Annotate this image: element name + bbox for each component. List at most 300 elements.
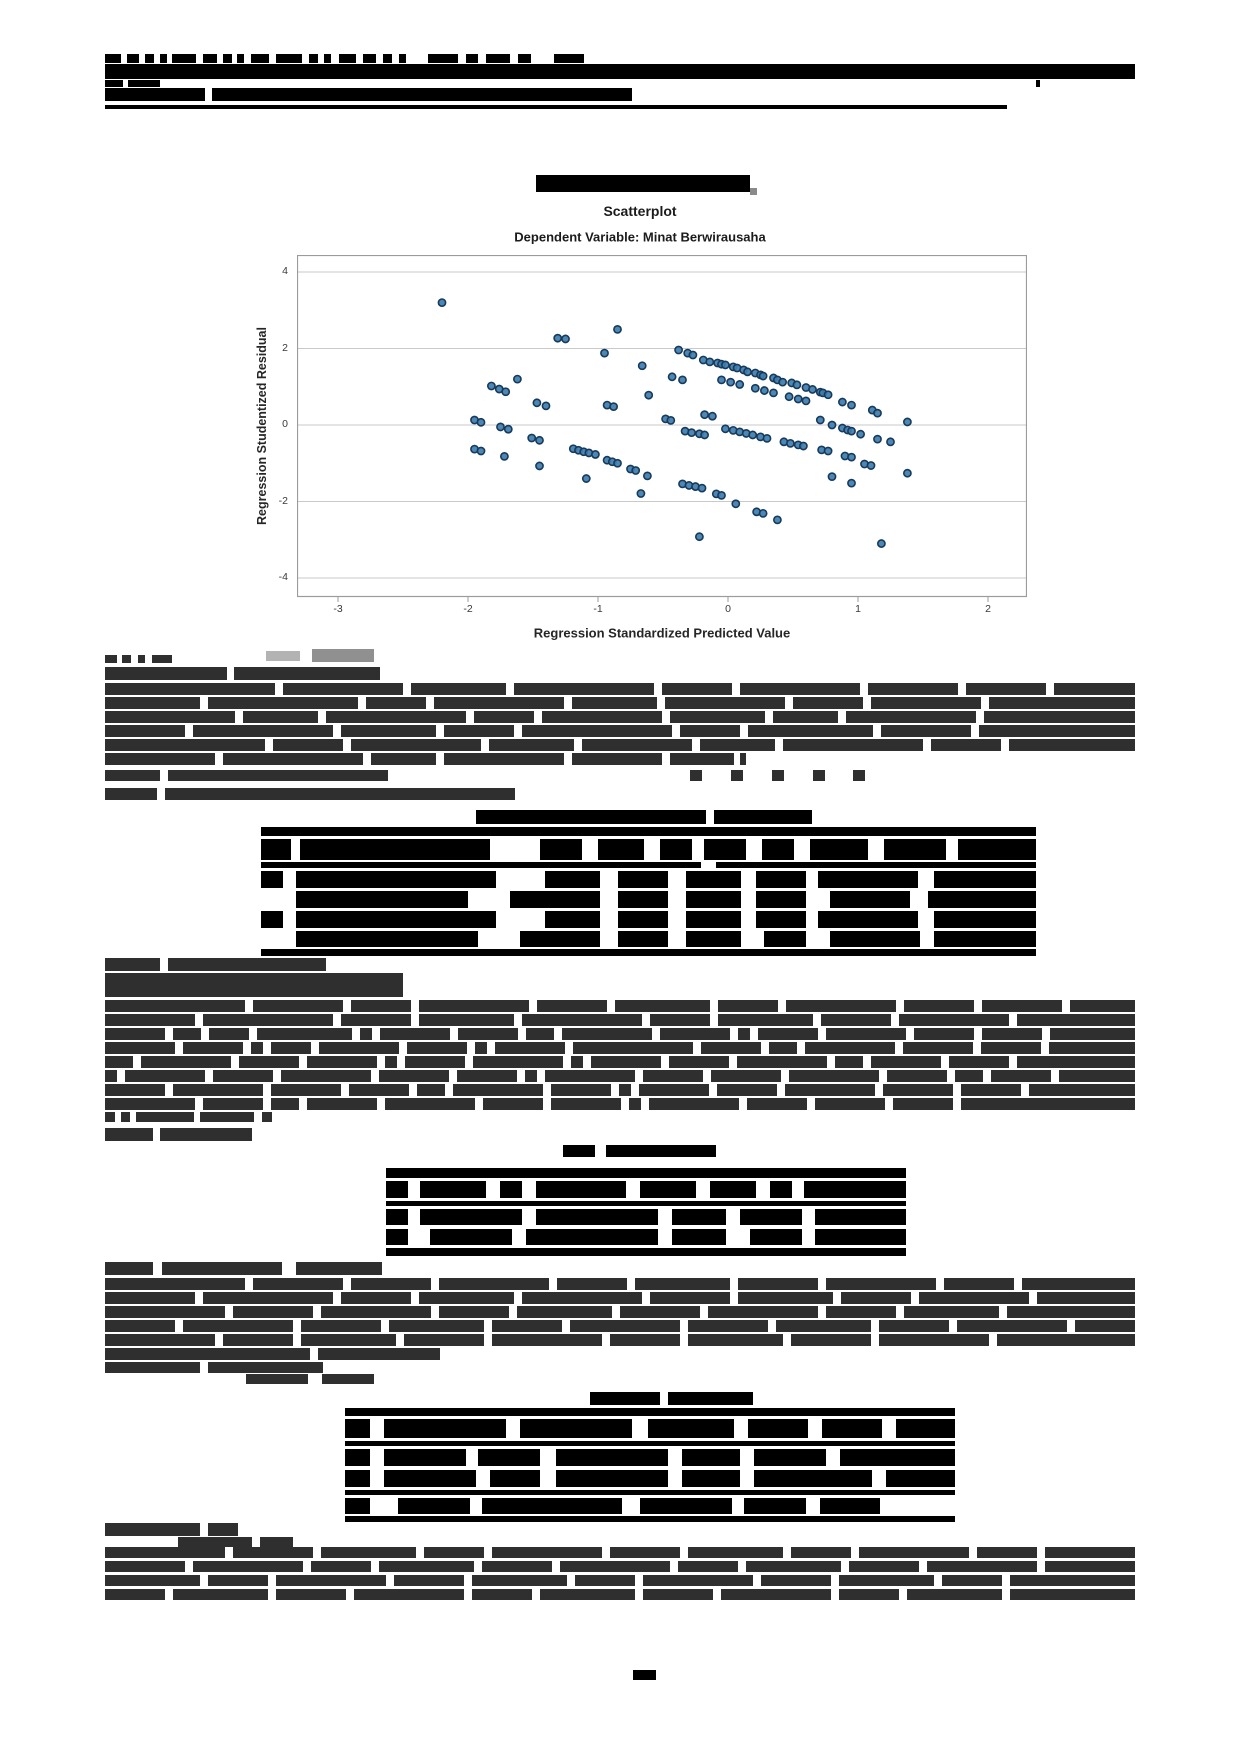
section-2-text-bar xyxy=(649,1098,739,1110)
section-2-text-bar xyxy=(1059,1070,1135,1082)
table-2-bar xyxy=(386,1209,408,1225)
section-2-text-bar xyxy=(125,1070,205,1082)
section-3-text-bar xyxy=(105,1262,153,1275)
table-1-bar xyxy=(686,871,741,888)
data-point xyxy=(760,372,767,379)
table-2-bar xyxy=(640,1181,696,1198)
data-point xyxy=(828,421,835,428)
table-1-bar xyxy=(762,839,794,860)
data-point xyxy=(825,391,832,398)
section-2-text-bar xyxy=(629,1098,641,1110)
section-1-text-bar xyxy=(489,739,574,751)
section-3-text-bar xyxy=(105,1278,245,1290)
table-1-bar xyxy=(618,871,668,888)
table-3-bar xyxy=(754,1449,826,1466)
table-2-bar xyxy=(430,1229,512,1245)
section-3-text-bar xyxy=(105,1334,215,1346)
section-3-text-bar xyxy=(105,1320,175,1332)
section-3-text-bar xyxy=(105,1348,310,1360)
section-2-text-bar xyxy=(105,1000,245,1012)
data-point xyxy=(878,540,885,547)
section-2-text-bar xyxy=(525,1070,537,1082)
x-tick-label: -3 xyxy=(333,603,343,615)
section-3-text-bar xyxy=(105,1306,225,1318)
table-2-bar xyxy=(606,1145,716,1157)
data-point xyxy=(669,373,676,380)
data-point xyxy=(761,387,768,394)
section-1-text-bar xyxy=(871,697,981,709)
section-3-text-bar xyxy=(738,1292,833,1304)
section-4-text-bar xyxy=(678,1561,738,1572)
section-2-text-bar xyxy=(786,1000,896,1012)
section-2-text-bar xyxy=(405,1056,465,1068)
table-3-bar xyxy=(490,1470,540,1487)
section-1-text-bar xyxy=(208,697,358,709)
section-3-text-bar xyxy=(105,1292,195,1304)
section-1-text-bar xyxy=(813,770,825,781)
section-2-text-bar xyxy=(483,1098,543,1110)
section-4-text-bar xyxy=(233,1547,313,1558)
section-3-text-bar xyxy=(492,1334,602,1346)
header-block-bar xyxy=(237,54,244,63)
section-3-text-bar xyxy=(439,1306,509,1318)
x-tick-label: 1 xyxy=(855,603,861,615)
data-point xyxy=(667,417,674,424)
section-2-text-bar xyxy=(669,1056,729,1068)
section-4-text-bar xyxy=(643,1575,753,1586)
data-point xyxy=(722,361,729,368)
header-block-bar xyxy=(127,54,139,63)
section-3-text-bar xyxy=(253,1278,343,1290)
source-note-dark-bar xyxy=(312,649,374,662)
section-3-text-bar xyxy=(233,1306,313,1318)
data-point xyxy=(497,423,504,430)
section-3-text-bar xyxy=(322,1374,374,1384)
table-2-bar xyxy=(815,1209,906,1225)
section-3-text-bar xyxy=(879,1334,989,1346)
section-2-text-bar xyxy=(537,1000,607,1012)
section-4-text-bar xyxy=(492,1547,602,1558)
section-2-text-bar xyxy=(899,1014,1009,1026)
section-3-text-bar xyxy=(919,1292,1029,1304)
section-1-text-bar xyxy=(105,725,185,737)
table-1-bar xyxy=(704,839,746,860)
data-point xyxy=(501,453,508,460)
y-tick-label: -2 xyxy=(278,494,288,507)
data-point xyxy=(774,516,781,523)
header-block-bar xyxy=(466,54,478,63)
section-2-text-bar xyxy=(105,1128,153,1141)
section-4-text-bar xyxy=(688,1547,783,1558)
data-point xyxy=(542,402,549,409)
data-point xyxy=(554,335,561,342)
section-1-text-bar xyxy=(881,725,971,737)
section-1-text-bar xyxy=(572,753,662,765)
section-2-text-bar xyxy=(914,1028,974,1040)
table-2-bar xyxy=(526,1229,658,1245)
section-1-text-bar xyxy=(989,697,1135,709)
section-2-text-bar xyxy=(758,1028,818,1040)
section-4-text-bar xyxy=(859,1547,969,1558)
y-axis-title: Regression Studentized Residual xyxy=(255,327,269,525)
section-4-text-bar xyxy=(311,1561,371,1572)
header-block-bar xyxy=(105,80,123,87)
section-2-text-bar xyxy=(105,1042,175,1054)
section-2-text-bar xyxy=(660,1028,730,1040)
data-point xyxy=(736,381,743,388)
table-1-bar xyxy=(830,931,920,947)
section-2-text-bar xyxy=(1049,1042,1135,1054)
section-3-text-bar xyxy=(997,1334,1135,1346)
data-point xyxy=(809,386,816,393)
section-2-text-bar xyxy=(257,1028,352,1040)
table-1-bar xyxy=(934,871,1036,888)
section-1-text-bar xyxy=(731,770,743,781)
table-1-bar xyxy=(261,871,283,888)
table-3-bar xyxy=(754,1470,872,1487)
section-4-text-bar xyxy=(849,1561,919,1572)
section-4-text-bar xyxy=(907,1589,1002,1600)
section-3-text-bar xyxy=(318,1348,440,1360)
section-2-text-bar xyxy=(1050,1028,1135,1040)
data-point xyxy=(817,416,824,423)
section-2-text-bar xyxy=(105,1112,115,1122)
y-tick-label: 2 xyxy=(282,341,288,354)
header-block-bar xyxy=(105,54,121,63)
section-2-text-bar xyxy=(619,1084,631,1096)
section-4-text-bar xyxy=(472,1589,532,1600)
section-3-text-bar xyxy=(404,1334,484,1346)
x-tick-label: -1 xyxy=(593,603,603,615)
section-1-text-bar xyxy=(868,683,958,695)
header-block-bar xyxy=(212,88,632,101)
section-1-text-bar xyxy=(680,725,740,737)
section-2-text-bar xyxy=(319,1042,399,1054)
table-1-bar xyxy=(714,810,812,824)
data-point xyxy=(536,462,543,469)
section-3-text-bar xyxy=(389,1320,484,1332)
section-3-text-bar xyxy=(738,1278,818,1290)
section-1-text-bar xyxy=(572,697,657,709)
data-point xyxy=(533,399,540,406)
data-point xyxy=(763,435,770,442)
section-2-text-bar xyxy=(747,1098,807,1110)
data-point xyxy=(839,398,846,405)
data-point xyxy=(488,382,495,389)
section-1-text-bar xyxy=(1009,739,1135,751)
section-4-text-bar xyxy=(927,1561,1037,1572)
section-2-text-bar xyxy=(341,1014,411,1026)
section-1-text-bar xyxy=(966,683,1046,695)
table-3-bar xyxy=(482,1498,622,1514)
section-2-text-bar xyxy=(718,1000,778,1012)
section-2-text-bar xyxy=(379,1070,449,1082)
data-point xyxy=(904,418,911,425)
section-2-text-bar xyxy=(360,1028,372,1040)
header-block-bar xyxy=(363,54,376,63)
section-1-text-bar xyxy=(984,711,1135,723)
section-2-text-bar xyxy=(419,1000,529,1012)
section-2-text-bar xyxy=(200,1112,254,1122)
table-1-bar xyxy=(818,871,918,888)
data-point xyxy=(749,431,756,438)
section-3-text-bar xyxy=(439,1278,549,1290)
section-3-text-bar xyxy=(183,1320,293,1332)
data-point xyxy=(848,402,855,409)
header-block-bar xyxy=(309,54,318,63)
table-2-bar xyxy=(672,1209,726,1225)
data-point xyxy=(904,470,911,477)
table-1-bar xyxy=(296,891,468,908)
section-4-text-bar xyxy=(394,1575,464,1586)
data-point xyxy=(770,389,777,396)
section-3-text-bar xyxy=(904,1306,999,1318)
section-2-text-bar xyxy=(738,1028,750,1040)
section-2-text-bar xyxy=(271,1084,341,1096)
section-2-text-bar xyxy=(526,1028,554,1040)
table-1-bar xyxy=(618,891,668,908)
section-2-text-bar xyxy=(239,1056,299,1068)
section-4-text-bar xyxy=(839,1589,899,1600)
section-2-text-bar xyxy=(105,1028,165,1040)
section-2-text-bar xyxy=(281,1070,371,1082)
section-4-text-bar xyxy=(321,1547,416,1558)
section-1-text-bar xyxy=(105,753,215,765)
section-3-text-bar xyxy=(708,1306,818,1318)
header-block-bar xyxy=(172,54,196,63)
section-2-text-bar xyxy=(417,1084,445,1096)
section-4-text-bar xyxy=(791,1547,851,1558)
section-2-text-bar xyxy=(271,1042,311,1054)
section-2-text-bar xyxy=(615,1000,710,1012)
table-3-bar xyxy=(384,1419,506,1438)
section-4-text-bar xyxy=(260,1537,293,1547)
section-1-text-bar xyxy=(748,725,873,737)
data-point xyxy=(637,490,644,497)
data-point xyxy=(787,440,794,447)
section-4-text-bar xyxy=(721,1589,831,1600)
section-2-text-bar xyxy=(737,1056,827,1068)
section-2-text-bar xyxy=(251,1042,263,1054)
table-3-bar xyxy=(744,1498,806,1514)
section-4-text-bar xyxy=(1010,1589,1135,1600)
section-3-text-bar xyxy=(223,1334,293,1346)
data-point xyxy=(698,485,705,492)
table-3-bar xyxy=(345,1408,955,1416)
section-2-text-bar xyxy=(457,1070,517,1082)
section-1-text-bar xyxy=(670,711,765,723)
section-2-text-bar xyxy=(253,1000,343,1012)
table-1-bar xyxy=(756,911,806,928)
section-1-text-bar xyxy=(122,655,131,663)
section-2-text-bar xyxy=(183,1042,243,1054)
data-point xyxy=(502,388,509,395)
table-1-bar xyxy=(261,862,701,868)
section-2-text-bar xyxy=(835,1056,863,1068)
section-2-text-bar xyxy=(821,1014,891,1026)
section-2-text-bar xyxy=(551,1084,611,1096)
table-2-bar xyxy=(815,1229,906,1245)
chart-subtitle: Dependent Variable: Minat Berwirausaha xyxy=(514,229,766,245)
table-1-bar xyxy=(660,839,692,860)
page-number-bar xyxy=(633,1670,656,1680)
section-1-text-bar xyxy=(542,711,662,723)
section-1-text-bar xyxy=(662,683,732,695)
data-point xyxy=(675,346,682,353)
section-3-text-bar xyxy=(650,1292,730,1304)
section-2-text-bar xyxy=(545,1070,635,1082)
header-block-bar xyxy=(276,54,302,63)
section-1-text-bar xyxy=(434,697,564,709)
section-1-text-bar xyxy=(514,683,654,695)
table-2-bar xyxy=(536,1181,626,1198)
section-3-text-bar xyxy=(635,1278,730,1290)
section-4-text-bar xyxy=(193,1561,303,1572)
section-4-text-bar xyxy=(540,1589,635,1600)
table-2-bar xyxy=(770,1181,792,1198)
section-3-text-bar xyxy=(351,1278,431,1290)
section-2-text-bar xyxy=(105,1014,195,1026)
table-2-bar xyxy=(420,1181,486,1198)
data-point xyxy=(722,425,729,432)
table-3-bar xyxy=(345,1441,955,1446)
table-3-bar xyxy=(840,1449,955,1466)
section-2-text-bar xyxy=(903,1042,973,1054)
section-2-text-bar xyxy=(1017,1056,1135,1068)
section-3-text-bar xyxy=(419,1292,514,1304)
section-1-text-bar xyxy=(853,770,865,781)
table-1-bar xyxy=(934,911,1036,928)
table-2-bar xyxy=(386,1168,906,1178)
section-4-text-bar xyxy=(208,1575,268,1586)
plot-frame xyxy=(298,256,1027,597)
section-1-text-bar xyxy=(444,725,514,737)
table-3-bar xyxy=(886,1470,955,1487)
header-block-bar xyxy=(324,54,331,63)
section-1-text-bar xyxy=(351,739,481,751)
x-tick-label: 2 xyxy=(985,603,991,615)
data-point xyxy=(528,434,535,441)
table-3-bar xyxy=(384,1449,466,1466)
section-4-text-bar xyxy=(482,1561,552,1572)
data-point xyxy=(793,381,800,388)
header-block-bar xyxy=(554,54,584,63)
table-3-bar xyxy=(820,1498,880,1514)
section-2-text-bar xyxy=(475,1042,487,1054)
table-1-bar xyxy=(261,839,291,860)
section-4-text-bar xyxy=(173,1589,268,1600)
section-2-text-bar xyxy=(407,1042,467,1054)
data-point xyxy=(701,411,708,418)
table-1-bar xyxy=(520,931,600,947)
section-2-text-bar xyxy=(571,1056,583,1068)
data-point xyxy=(848,428,855,435)
data-point xyxy=(709,413,716,420)
section-3-text-bar xyxy=(517,1306,612,1318)
section-2-text-bar xyxy=(961,1084,1021,1096)
header-block-bar xyxy=(203,54,217,63)
section-2-text-bar xyxy=(805,1042,895,1054)
section-2-text-bar xyxy=(650,1014,710,1026)
data-point xyxy=(505,426,512,433)
section-2-text-bar xyxy=(173,1084,263,1096)
section-2-text-bar xyxy=(105,958,160,971)
section-1-text-bar xyxy=(474,711,534,723)
header-block-bar xyxy=(383,54,392,63)
data-point xyxy=(688,429,695,436)
section-1-text-bar xyxy=(700,739,775,751)
section-4-text-bar xyxy=(379,1561,474,1572)
section-3-text-bar xyxy=(620,1306,700,1318)
data-point xyxy=(514,376,521,383)
source-note-light-bar xyxy=(266,651,300,661)
section-2-text-bar xyxy=(105,1084,165,1096)
section-2-text-bar xyxy=(385,1056,397,1068)
scatter-plot-area xyxy=(297,255,1027,605)
data-point xyxy=(848,480,855,487)
section-2-text-bar xyxy=(453,1084,543,1096)
section-1-text-bar xyxy=(740,683,860,695)
table-1-bar xyxy=(810,839,868,860)
table-3-bar xyxy=(822,1419,882,1438)
section-2-text-bar xyxy=(385,1098,475,1110)
section-2-text-bar xyxy=(718,1014,813,1026)
data-point xyxy=(718,376,725,383)
table-1-bar xyxy=(884,839,946,860)
data-point xyxy=(645,392,652,399)
section-3-text-bar xyxy=(776,1320,871,1332)
section-3-text-bar xyxy=(321,1306,431,1318)
section-1-text-bar xyxy=(168,770,388,781)
section-3-text-bar xyxy=(879,1320,949,1332)
table-2-bar xyxy=(386,1229,408,1245)
section-2-text-bar xyxy=(473,1056,563,1068)
data-point xyxy=(477,447,484,454)
section-4-text-bar xyxy=(839,1575,934,1586)
section-2-text-bar xyxy=(701,1042,761,1054)
section-1-text-bar xyxy=(979,725,1135,737)
section-2-text-bar xyxy=(955,1070,983,1082)
header-block-bar xyxy=(339,54,356,63)
data-point xyxy=(644,472,651,479)
section-2-text-bar xyxy=(711,1070,781,1082)
table-1-bar xyxy=(300,839,490,860)
section-4-text-bar xyxy=(424,1547,484,1558)
data-point xyxy=(825,447,832,454)
table-3-bar xyxy=(520,1419,632,1438)
section-2-text-bar xyxy=(1029,1084,1135,1096)
data-point xyxy=(706,358,713,365)
data-point xyxy=(744,368,751,375)
section-2-text-bar xyxy=(141,1056,231,1068)
section-1-text-bar xyxy=(793,697,863,709)
section-1-text-bar xyxy=(243,711,318,723)
section-4-text-bar xyxy=(560,1561,670,1572)
table-1-bar xyxy=(830,891,910,908)
section-1-text-bar xyxy=(193,725,333,737)
section-1-text-bar xyxy=(366,697,426,709)
table-1-bar xyxy=(686,911,741,928)
section-1-text-bar xyxy=(522,725,672,737)
section-2-text-bar xyxy=(105,1098,195,1110)
data-point xyxy=(795,395,802,402)
section-1-text-bar xyxy=(234,667,380,680)
section-2-text-bar xyxy=(173,1028,201,1040)
data-point xyxy=(536,437,543,444)
table-2-bar xyxy=(420,1209,522,1225)
chart-title: Scatterplot xyxy=(603,203,677,219)
table-3-bar xyxy=(748,1419,808,1438)
